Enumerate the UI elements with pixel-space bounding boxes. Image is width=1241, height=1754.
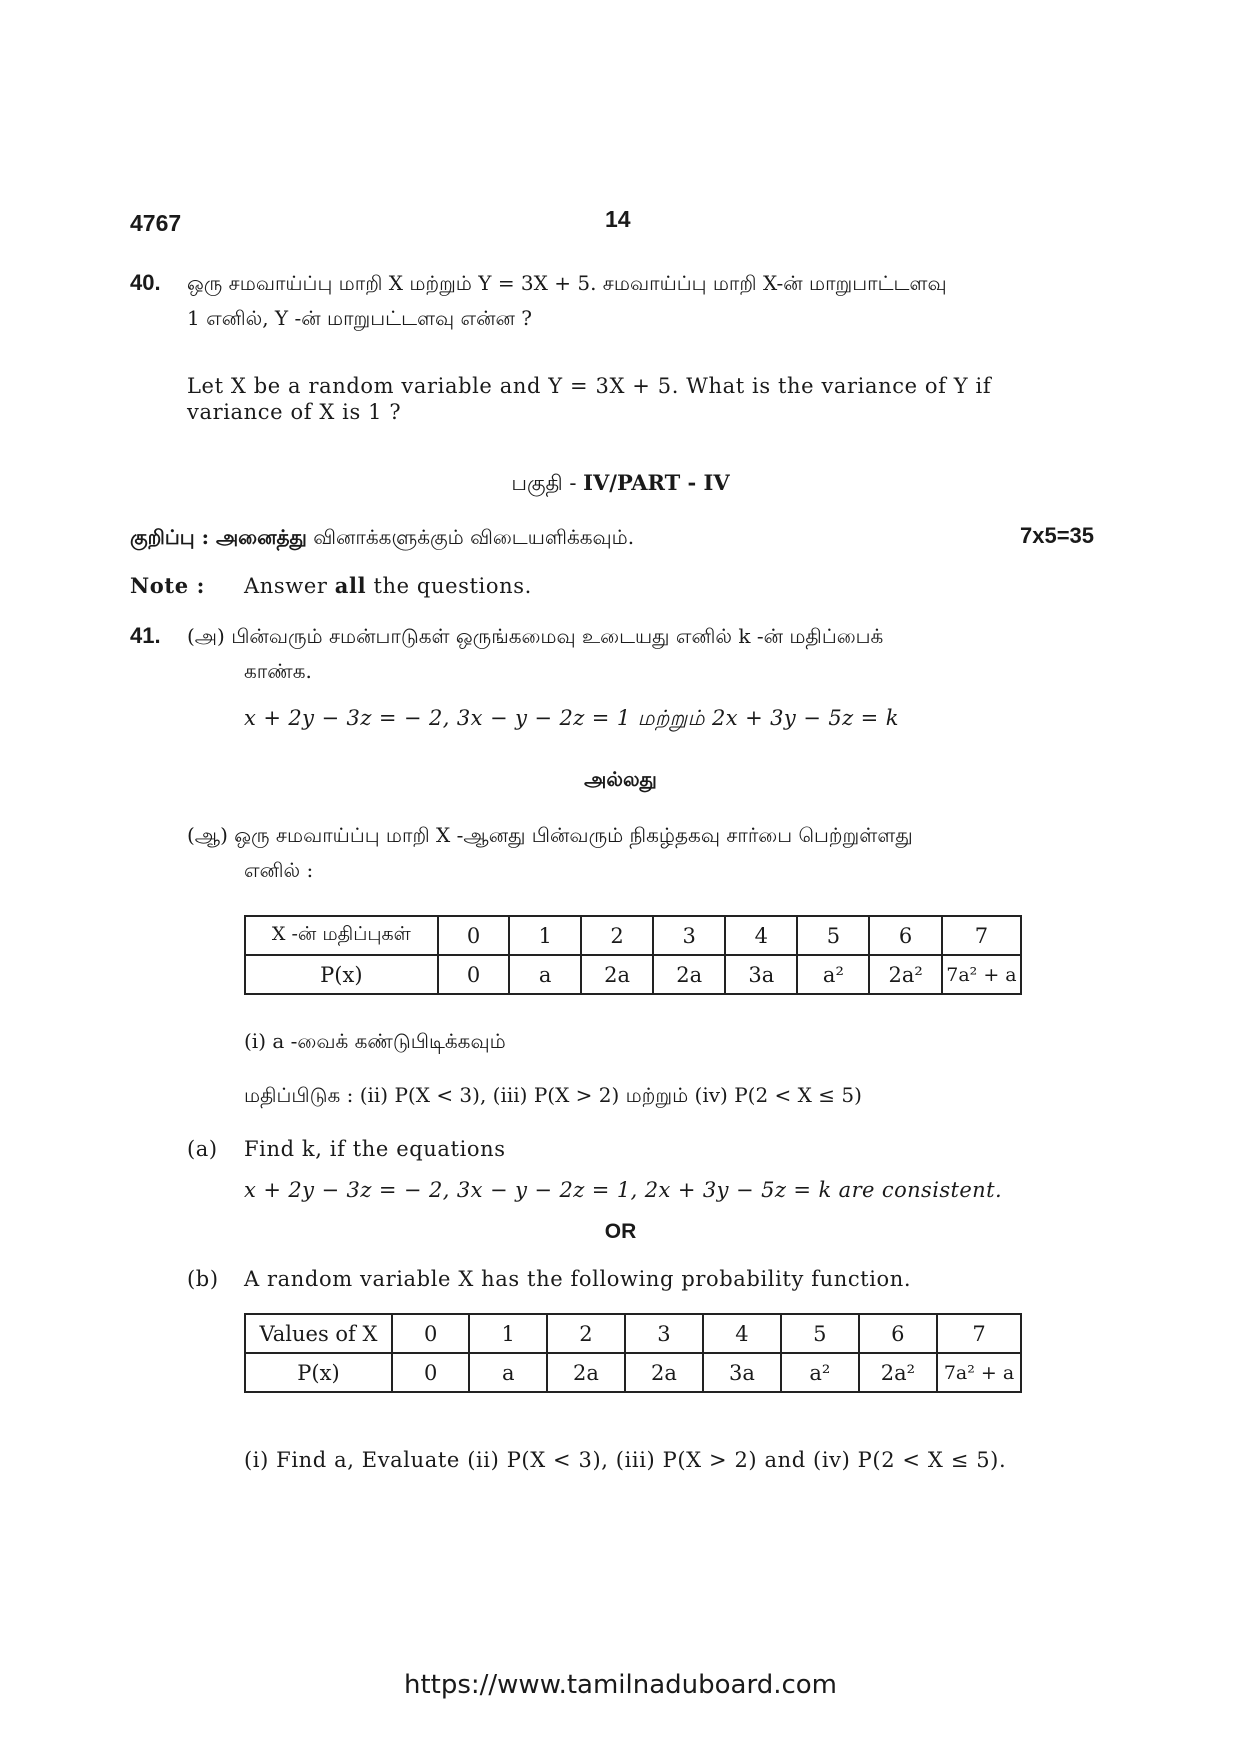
table-cell: 1 — [469, 1314, 547, 1353]
q40-english-line-2: variance of X is 1 ? — [187, 400, 402, 424]
q41a-english-line-1: Find k, if the equations — [244, 1137, 506, 1161]
table-cell: 0 — [392, 1353, 470, 1392]
table-cell: P(x) — [245, 955, 438, 994]
note-tamil-label: குறிப்பு : — [130, 525, 216, 549]
note-english-label: Note : — [130, 573, 205, 598]
footer-url[interactable]: https://www.tamilnaduboard.com — [403, 1670, 838, 1700]
table-cell: 7 — [937, 1314, 1021, 1353]
table-cell: X -ன் மதிப்புகள் — [245, 916, 438, 955]
q41b-tamil-line-2: எனில் : — [244, 858, 314, 882]
q41b-tamil-line-1: (ஆ) ஒரு சமவாய்ப்பு மாறி X -ஆனது பின்வரும் நிகழ்தகவு சார்பை பெற்றுள்ளது — [187, 823, 913, 847]
table-cell: 3a — [725, 955, 797, 994]
part-heading-tamil: பகுதி - — [511, 471, 584, 495]
q41a-english-label: (a) — [187, 1137, 218, 1161]
table-cell: a² — [797, 955, 869, 994]
table-cell: 3 — [653, 916, 725, 955]
q40-tamil-line-2: 1 எனில், Y -ன் மாறுபட்டளவு என்ன ? — [187, 306, 532, 330]
q41b-english-label: (b) — [187, 1267, 219, 1291]
q41b-tamil-evaluate: மதிப்பிடுக : (ii) P(X < 3), (iii) P(X > 2) மற்றும் (iv) P(2 < X ≤ 5) — [244, 1083, 862, 1107]
part-heading — [0, 470, 1241, 498]
q41a-tamil-equations: x + 2y − 3z = − 2, 3x − y − 2z = 1 மற்றும் 2x + 3y − 5z = k — [244, 706, 899, 730]
q41a-english-equations: x + 2y − 3z = − 2, 3x − y − 2z = 1, 2x + 3y − 5z = k are consistent. — [244, 1178, 1003, 1202]
q40-english-line-1: Let X be a random variable and Y = 3X + 5. What is the variance of Y if — [187, 374, 992, 398]
table-cell: 1 — [509, 916, 581, 955]
table-row — [245, 1314, 1021, 1353]
table-cell: 0 — [392, 1314, 470, 1353]
table-cell: 3a — [703, 1353, 781, 1392]
table-cell: a — [469, 1353, 547, 1392]
question-number-41: 41. — [130, 623, 161, 648]
table-cell: 4 — [725, 916, 797, 955]
paper-code: 4767 — [130, 210, 182, 236]
table-cell: a² — [781, 1353, 859, 1392]
table-cell: 2 — [547, 1314, 625, 1353]
note-tamil-rest: வினாக்களுக்கும் விடையளிக்கவும். — [306, 525, 635, 549]
table-cell: 6 — [869, 916, 941, 955]
table-cell: P(x) — [245, 1353, 392, 1392]
page-number: 14 — [605, 206, 631, 232]
table-cell: 2a — [653, 955, 725, 994]
table-cell: a — [509, 955, 581, 994]
table-cell: 5 — [781, 1314, 859, 1353]
marks-allocation: 7x5=35 — [1020, 523, 1095, 548]
table-cell: 2a² — [859, 1353, 937, 1392]
table-cell: 0 — [438, 916, 510, 955]
probability-table-english — [244, 1313, 1022, 1393]
probability-table-tamil — [244, 915, 1022, 995]
table-cell: 7a² + a — [937, 1353, 1021, 1392]
q41a-tamil-line-2: காண்க. — [244, 659, 312, 683]
or-tamil: அல்லது — [584, 767, 657, 791]
table-cell: 2 — [581, 916, 653, 955]
question-number-40: 40. — [130, 270, 161, 295]
note-english-text: Answer all the questions. — [244, 573, 532, 598]
table-cell: 0 — [438, 955, 510, 994]
table-cell: 7a² + a — [942, 955, 1021, 994]
table-cell: 2a — [547, 1353, 625, 1392]
note-tamil — [130, 520, 634, 554]
table-cell: 3 — [625, 1314, 703, 1353]
q41a-tamil-line-1: (அ) பின்வரும் சமன்பாடுகள் ஒருங்கமைவு உடையது எனில் k -ன் மதிப்பைக் — [187, 624, 884, 648]
q41b-tamil-sub-i: (i) a -வைக் கண்டுபிடிக்கவும் — [244, 1029, 506, 1053]
note-tamil-bold: அனைத்து — [215, 525, 307, 549]
q40-tamil-line-1: ஒரு சமவாய்ப்பு மாறி X மற்றும் Y = 3X + 5. சமவாய்ப்பு மாறி X-ன் மாறுபாட்டளவு — [187, 271, 947, 295]
or-english: OR — [604, 1220, 637, 1243]
part-heading-english: IV/PART - IV — [583, 470, 730, 495]
table-cell: Values of X — [245, 1314, 392, 1353]
table-cell: 5 — [797, 916, 869, 955]
q41b-english-final: (i) Find a, Evaluate (ii) P(X < 3), (iii) P(X > 2) and (iv) P(2 < X ≤ 5). — [244, 1448, 1007, 1472]
table-cell: 7 — [942, 916, 1021, 955]
table-cell: 6 — [859, 1314, 937, 1353]
table-row — [245, 916, 1021, 955]
table-row — [245, 955, 1021, 994]
table-cell: 4 — [703, 1314, 781, 1353]
table-cell: 2a — [625, 1353, 703, 1392]
table-row — [245, 1353, 1021, 1392]
table-cell: 2a² — [869, 955, 941, 994]
q41b-english-line-1: A random variable X has the following probability function. — [244, 1267, 912, 1291]
table-cell: 2a — [581, 955, 653, 994]
